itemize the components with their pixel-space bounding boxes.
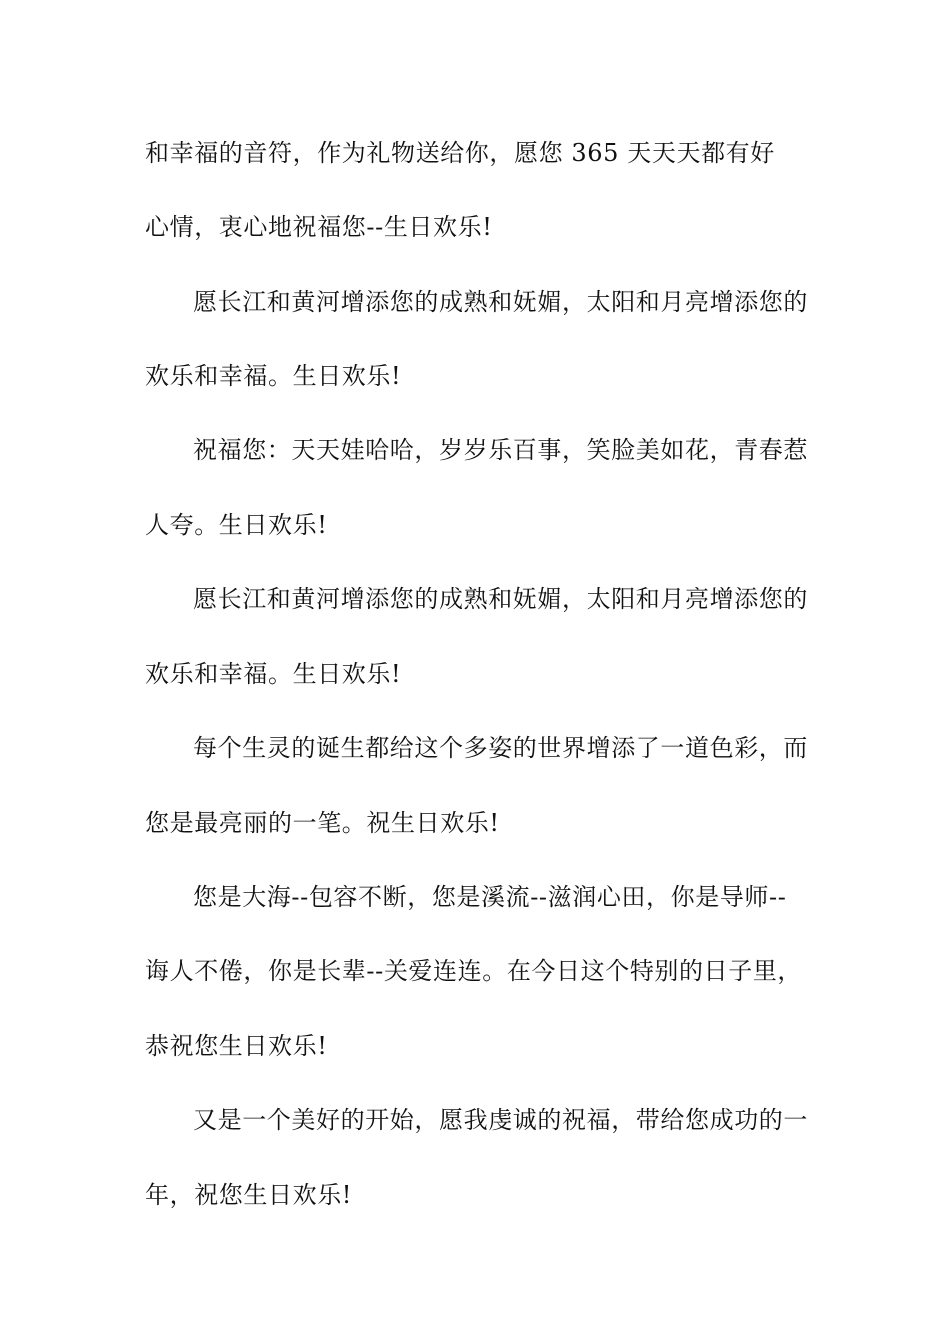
- text-line: 恭祝您生日欢乐!: [145, 1032, 328, 1060]
- text-line: 您是最亮丽的一笔。祝生日欢乐!: [145, 809, 500, 837]
- text-line: 年，祝您生日欢乐!: [145, 1181, 353, 1209]
- text-line: 祝福您：天天娃哈哈，岁岁乐百事，笑脸美如花，青春惹: [193, 436, 808, 464]
- text-line: 欢乐和幸福。生日欢乐!: [145, 362, 402, 390]
- text-line: 您是大海--包容不断，您是溪流--滋润心田，你是导师--: [193, 883, 787, 911]
- text-line: 愿长江和黄河增添您的成熟和妩媚，太阳和月亮增添您的: [193, 585, 808, 613]
- text-line: 和幸福的音符，作为礼物送给你，愿您 365 天天天都有好: [145, 139, 775, 167]
- text-line: 又是一个美好的开始，愿我虔诚的祝福，带给您成功的一: [193, 1106, 808, 1134]
- text-line: 人夸。生日欢乐!: [145, 511, 328, 539]
- text-line: 诲人不倦，你是长辈--关爱连连。在今日这个特别的日子里，: [145, 957, 803, 985]
- text-line: 愿长江和黄河增添您的成熟和妩媚，太阳和月亮增添您的: [193, 288, 808, 316]
- text-line: 每个生灵的诞生都给这个多姿的世界增添了一道色彩，而: [193, 734, 808, 762]
- text-line: 欢乐和幸福。生日欢乐!: [145, 660, 402, 688]
- text-line: 心情，衷心地祝福您--生日欢乐!: [145, 213, 493, 241]
